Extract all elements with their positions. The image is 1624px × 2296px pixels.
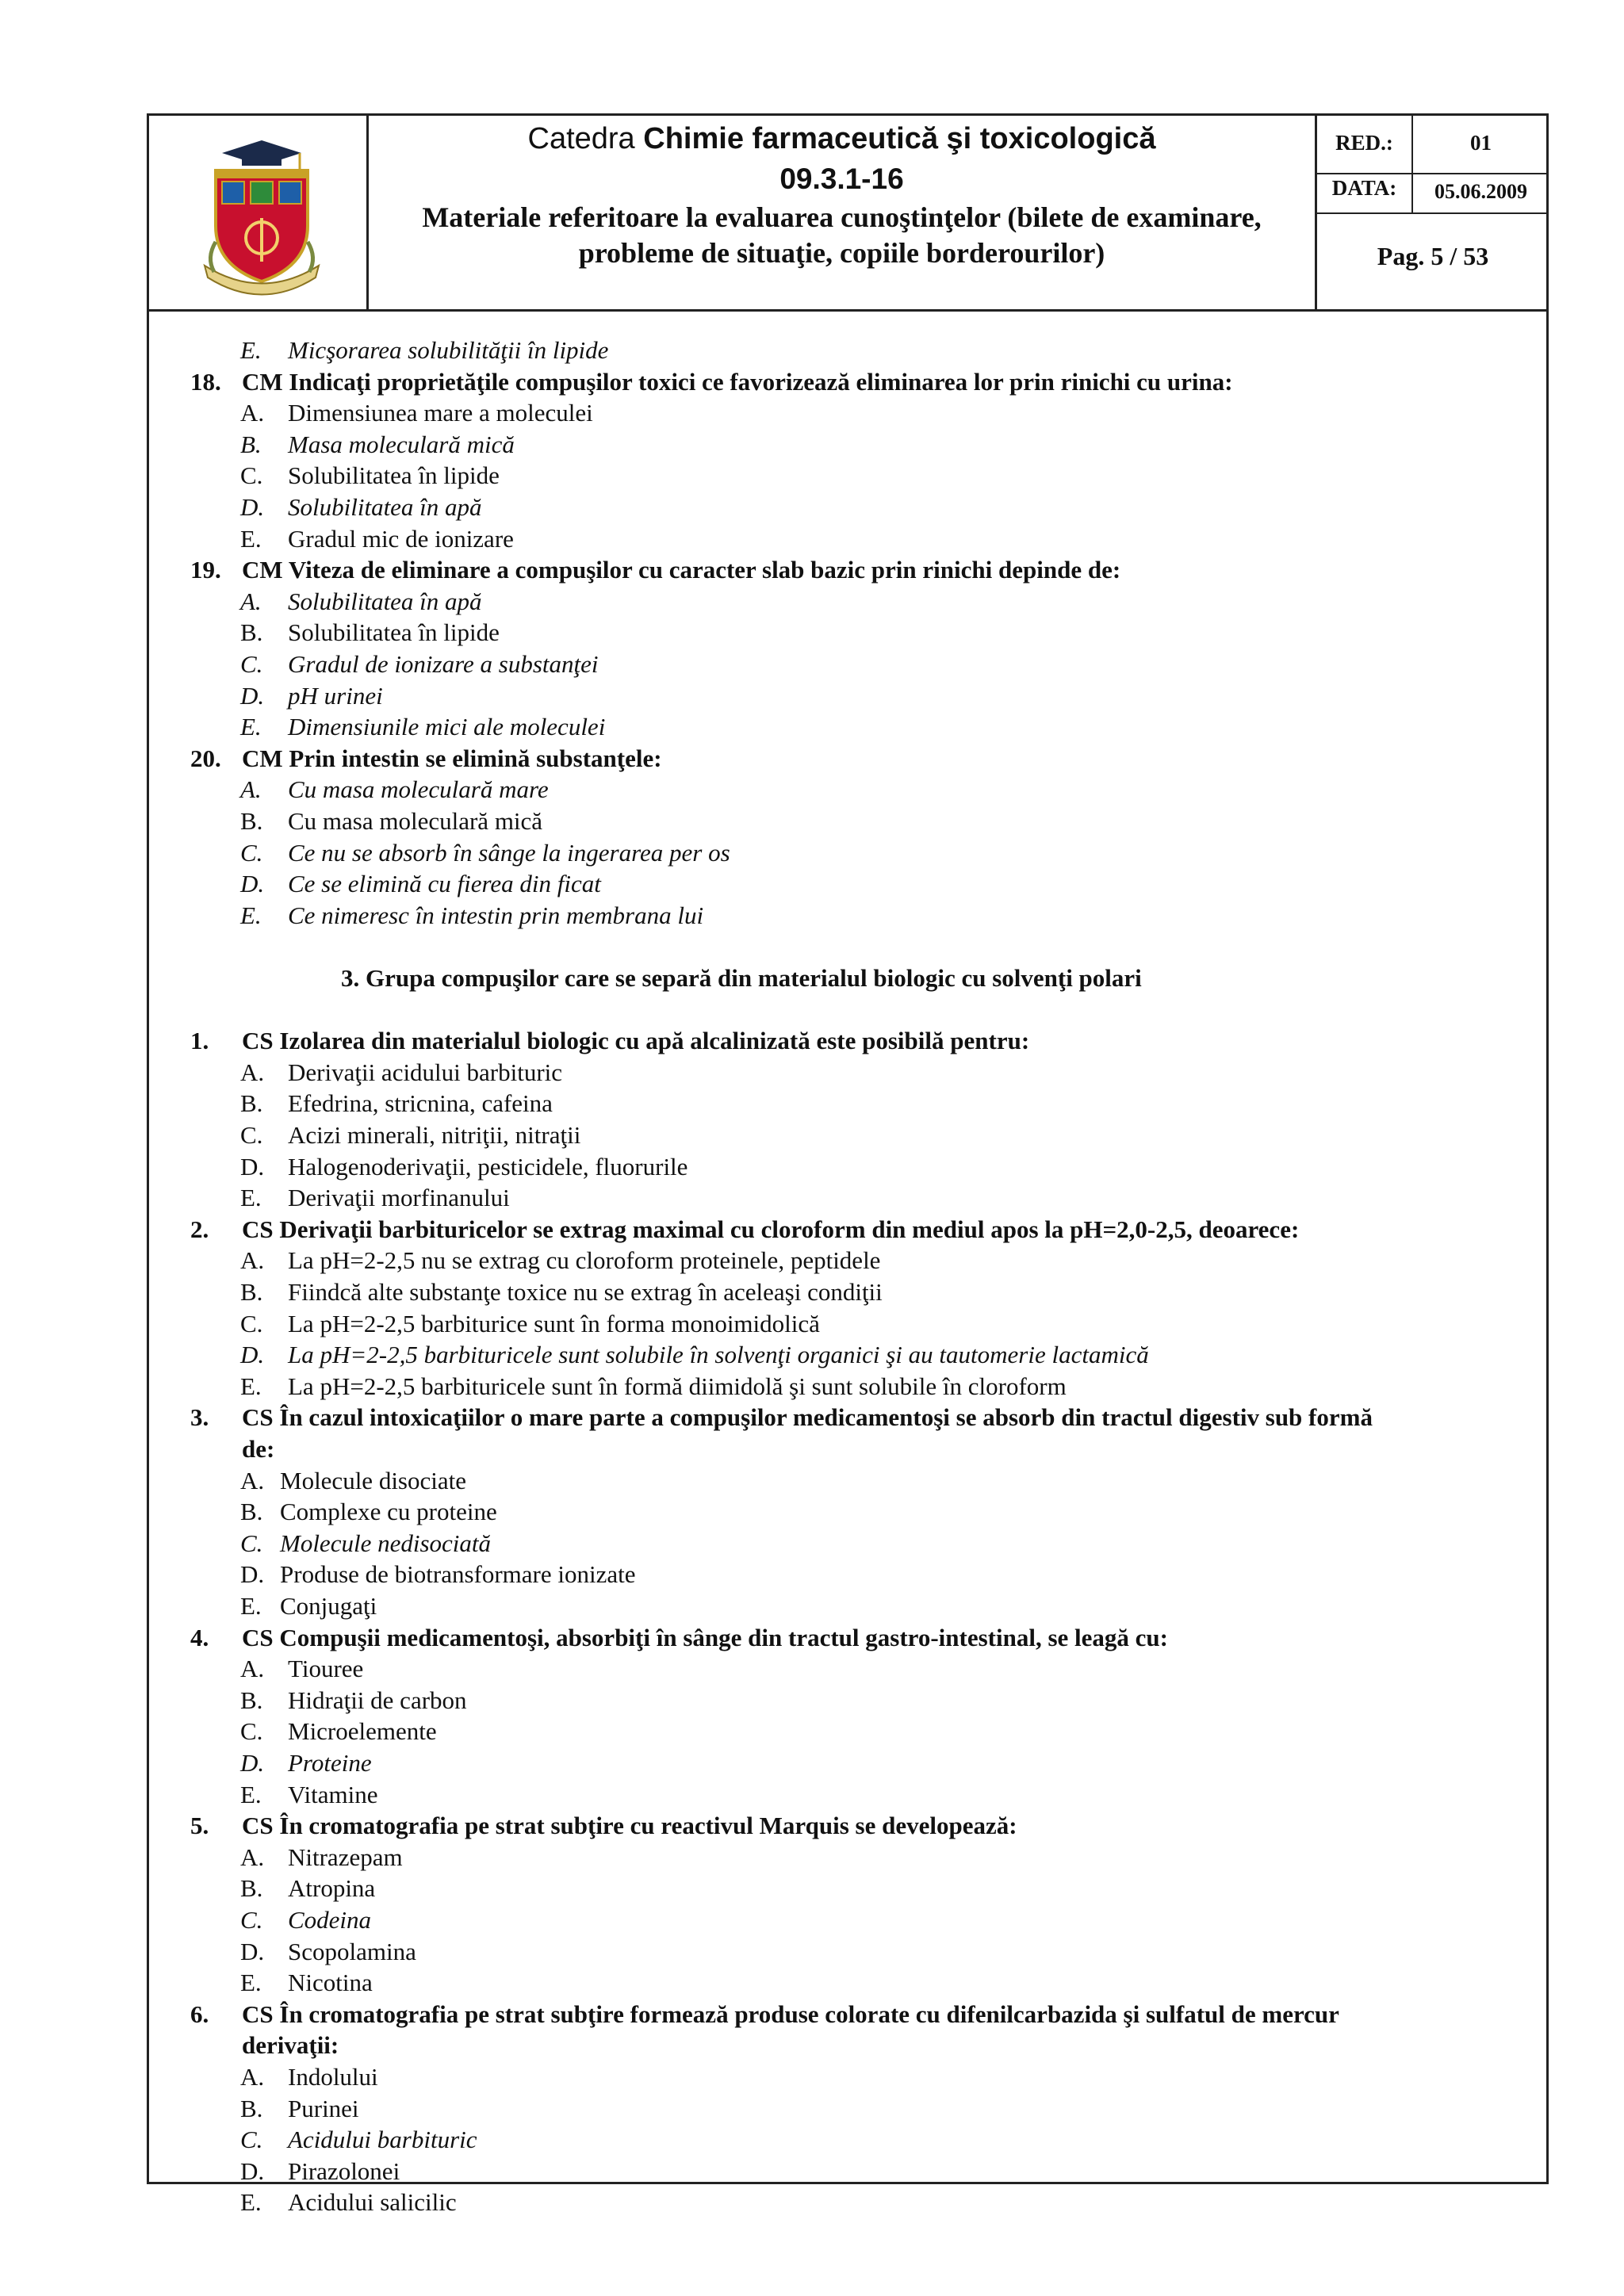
red-label: RED.: [1335, 131, 1393, 155]
option-text: Codeina [288, 1906, 372, 1934]
option-text: Fiindcă alte substanţe toxice nu se extrag în aceleaşi condiţii [288, 1278, 883, 1306]
question-number: 2. [190, 1215, 209, 1243]
option-text: Complexe cu proteine [280, 1498, 497, 1526]
option-letter: E. [240, 1372, 262, 1400]
question-number: 3. [190, 1403, 209, 1432]
option-letter: A. [240, 587, 262, 615]
option-letter: D. [240, 681, 265, 710]
option-letter: A. [240, 1655, 265, 1683]
question-number: 19. [190, 556, 221, 584]
option-letter: B. [240, 807, 263, 835]
option-letter: E. [240, 1969, 262, 1997]
question-number: 4. [190, 1623, 209, 1651]
option-text: Tiouree [288, 1655, 364, 1683]
option-letter: E. [240, 1780, 262, 1808]
option-text: Ce nu se absorb în sânge la ingerarea per os [288, 838, 730, 867]
option-text: Micşorarea solubilităţii în lipide [288, 336, 609, 364]
question-number: 18. [190, 367, 221, 396]
option-letter: E. [240, 713, 262, 741]
question-number: 6. [190, 1999, 209, 2028]
header-divider [147, 309, 1549, 312]
question-text: CS În cromatografia pe strat subţire cu reactivul Marquis se developează: [242, 1812, 1017, 1840]
question-text: CM Prin intestin se elimină substanţele: [242, 744, 662, 772]
option-letter: A. [240, 399, 265, 427]
option-text: Derivaţii acidului barbituric [288, 1058, 563, 1086]
option-text: Gradul mic de ionizare [288, 524, 514, 553]
option-letter: D. [240, 1749, 265, 1777]
question-text: CS Derivaţii barbituricelor se extrag maximal cu cloroform din mediul apos la pH=2,0-2,5, deoarece: [242, 1215, 1300, 1243]
option-letter: B. [240, 1498, 263, 1526]
option-letter: C. [240, 1121, 263, 1149]
option-text: Acidului barbituric [288, 2126, 477, 2154]
option-text: Efedrina, stricnina, cafeina [288, 1089, 553, 1118]
option-letter: A. [240, 2063, 265, 2091]
question-text: de: [242, 1435, 275, 1463]
option-text: Produse de biotransformare ionizate [280, 1560, 636, 1589]
option-letter: A. [240, 1843, 265, 1871]
question-text: derivaţii: [242, 2031, 339, 2060]
option-letter: C. [240, 838, 263, 867]
option-letter: B. [240, 1089, 263, 1118]
option-letter: E. [240, 1592, 262, 1620]
question-number: 20. [190, 744, 221, 772]
option-text: Ce nimeresc în intestin prin membrana lui [288, 901, 704, 929]
option-text: Dimensiunile mici ale moleculei [288, 713, 606, 741]
option-letter: C. [240, 1906, 263, 1934]
option-letter: B. [240, 430, 262, 458]
option-text: Scopolamina [288, 1937, 416, 1965]
option-text: Atropina [288, 1874, 376, 1903]
option-letter: B. [240, 2094, 263, 2122]
university-crest-icon [198, 131, 325, 297]
question-text: CM Indicaţi proprietăţile compuşilor toxici ce favorizează eliminarea lor prin rinichi cu urina: [242, 367, 1233, 396]
option-letter: B. [240, 618, 263, 647]
option-letter: C. [240, 650, 263, 678]
option-text: Solubilitatea în lipide [288, 461, 500, 490]
option-letter: B. [240, 1278, 263, 1306]
option-text: Dimensiunea mare a moleculei [288, 399, 593, 427]
header-divider [1315, 212, 1549, 214]
option-text: Purinei [288, 2094, 359, 2122]
option-text: Nicotina [288, 1969, 373, 1997]
option-text: Acizi minerali, nitriţii, nitraţii [288, 1121, 581, 1149]
option-text: Halogenoderivaţii, pesticidele, fluorurile [288, 1152, 688, 1181]
document-header [369, 119, 1315, 271]
option-letter: C. [240, 1717, 263, 1746]
option-letter: D. [240, 1341, 265, 1369]
department-prefix: Catedra [527, 122, 635, 155]
option-text: Vitamine [288, 1780, 378, 1808]
option-text: Molecule nedisociată [280, 1529, 491, 1557]
data-label: DATA: [1331, 176, 1397, 200]
option-text: La pH=2-2,5 barbituricele sunt în formă diimidolă şi sunt solubile în cloroform [288, 1372, 1067, 1400]
option-text: Pirazolonei [288, 2156, 400, 2185]
option-text: Solubilitatea în apă [288, 493, 482, 521]
option-text: Solubilitatea în apă [288, 587, 482, 615]
option-letter: D. [240, 493, 265, 521]
option-text: pH urinei [288, 681, 383, 710]
option-text: Ce se elimină cu fierea din ficat [288, 870, 601, 898]
option-text: Proteine [288, 1749, 372, 1777]
option-text: Conjugaţi [280, 1592, 377, 1620]
question-text: CS În cazul intoxicaţiilor o mare parte a compuşilor medicamentoşi se absorb din tractul digestiv sub formă [242, 1403, 1373, 1432]
data-value: 05.06.2009 [1434, 180, 1527, 203]
red-value: 01 [1470, 131, 1492, 155]
option-text: Cu masa moleculară mare [288, 775, 549, 804]
question-text: CS Compuşii medicamentoşi, absorbiţi în sânge din tractul gastro-intestinal, se leagă cu: [242, 1623, 1168, 1651]
document-code: 09.3.1-16 [779, 163, 904, 195]
question-text: CM Viteza de eliminare a compuşilor cu caracter slab bazic prin rinichi depinde de: [242, 556, 1121, 584]
option-text: La pH=2-2,5 nu se extrag cu cloroform proteinele, peptidele [288, 1246, 881, 1275]
option-letter: C. [240, 1529, 263, 1557]
option-text: La pH=2-2,5 barbituricele sunt solubile în solvenţi organici şi au tautomerie lactamică [288, 1341, 1149, 1369]
option-text: Molecule disociate [280, 1466, 466, 1494]
option-text: Cu masa moleculară mică [288, 807, 543, 835]
section-title: 3. Grupa compuşilor care se separă din materialul biologic cu solvenţi polari [341, 964, 1142, 992]
department-line [369, 119, 1315, 159]
question-text: CS În cromatografia pe strat subţire formează produse colorate cu difenilcarbazida şi sulfatul de mercur [242, 1999, 1339, 2028]
option-letter: D. [240, 2156, 265, 2185]
option-text: Nitrazepam [288, 1843, 403, 1871]
option-letter: A. [240, 1246, 265, 1275]
option-letter: E. [240, 901, 262, 929]
option-text: Hidraţii de carbon [288, 1686, 467, 1714]
header-divider [1315, 173, 1549, 174]
page-number: Pag. 5 / 53 [1377, 242, 1489, 270]
option-letter: C. [240, 2126, 263, 2154]
option-letter: A. [240, 1466, 265, 1494]
option-text: Masa moleculară mică [288, 430, 515, 458]
option-letter: A. [240, 775, 262, 804]
option-text: Solubilitatea în lipide [288, 618, 500, 647]
question-text: CS Izolarea din materialul biologic cu apă alcalinizată este posibilă pentru: [242, 1027, 1030, 1055]
option-letter: B. [240, 1686, 263, 1714]
option-letter: A. [240, 1058, 265, 1086]
option-letter: D. [240, 870, 265, 898]
question-number: 1. [190, 1027, 209, 1055]
document-subtitle-line2: probleme de situaţie, copiile borderourilor) [578, 237, 1105, 269]
option-letter: E. [240, 1184, 262, 1212]
option-letter: D. [240, 1937, 265, 1965]
option-text: La pH=2-2,5 barbiturice sunt în forma monoimidolică [288, 1309, 820, 1337]
option-text: Indolului [288, 2063, 378, 2091]
option-text: Acidului salicilic [288, 2188, 457, 2217]
option-letter: D. [240, 1560, 265, 1589]
document-subtitle-line1: Materiale referitoare la evaluarea cunoştinţelor (bilete de examinare, [422, 201, 1262, 233]
option-text: Derivaţii morfinanului [288, 1184, 510, 1212]
department-name: Chimie farmaceutică şi toxicologică [643, 122, 1156, 155]
option-letter: B. [240, 1874, 263, 1903]
option-text: Gradul de ionizare a substanţei [288, 650, 599, 678]
option-letter: E. [240, 336, 262, 364]
option-letter: C. [240, 1309, 263, 1337]
option-letter: E. [240, 524, 262, 553]
option-text: Microelemente [288, 1717, 437, 1746]
question-number: 5. [190, 1812, 209, 1840]
option-letter: D. [240, 1152, 265, 1181]
option-letter: C. [240, 461, 263, 490]
option-letter: E. [240, 2188, 262, 2217]
